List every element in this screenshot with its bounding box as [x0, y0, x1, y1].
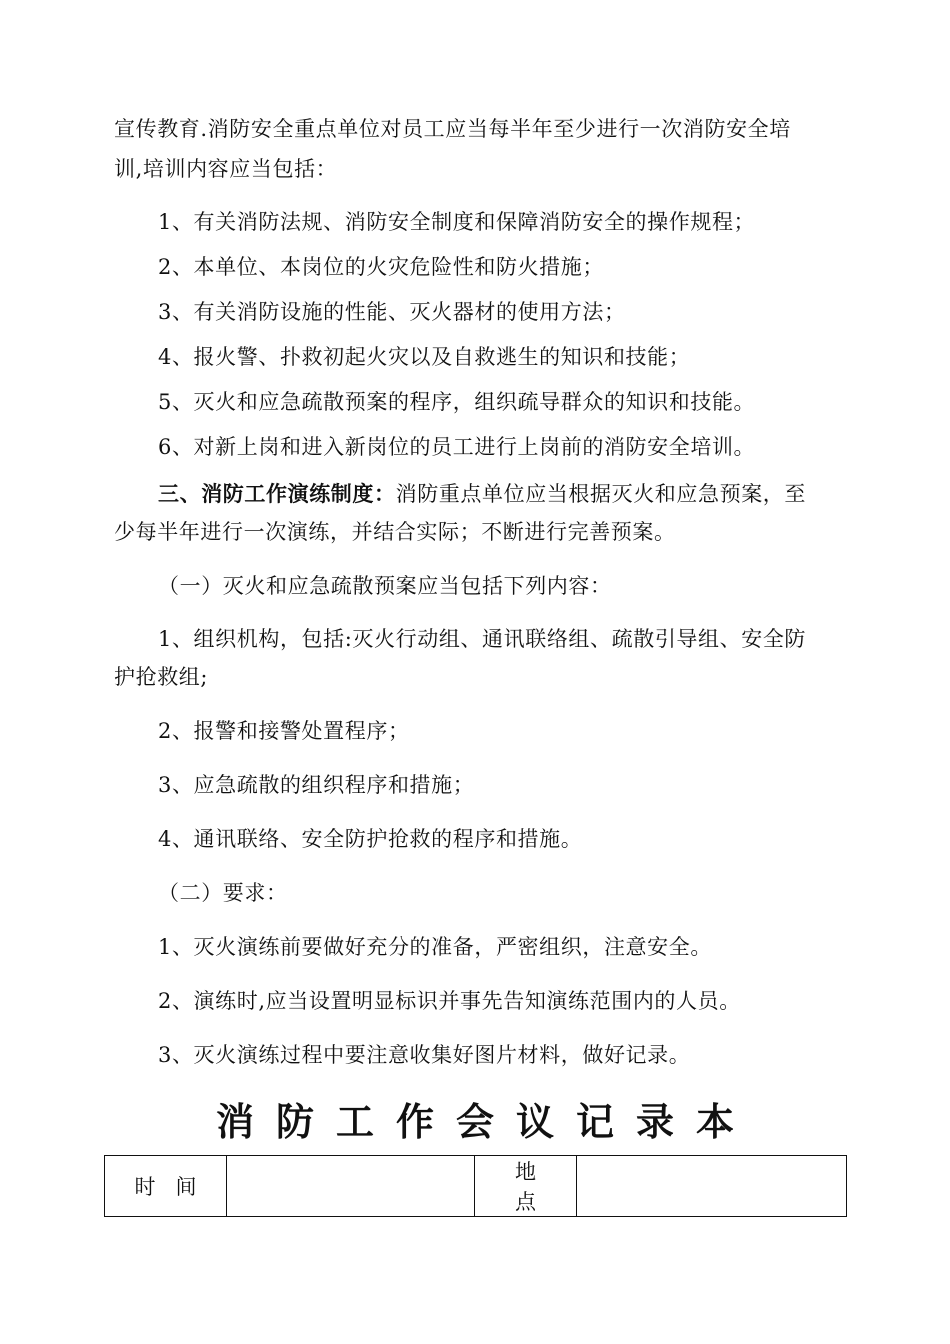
plan-item-4: 4、通讯联络、安全防护抢救的程序和措施。 — [158, 827, 583, 851]
training-item-6: 6、对新上岗和进入新岗位的员工进行上岗前的消防安全培训。 — [158, 435, 756, 459]
plan-item-1-line-2: 护抢救组; — [114, 665, 209, 689]
location-field[interactable] — [577, 1156, 847, 1217]
plan-item-2: 2、报警和接警处置程序； — [158, 719, 410, 743]
training-item-4: 4、报火警、扑救初起火灾以及自救逃生的知识和技能； — [158, 345, 691, 369]
training-item-5: 5、灭火和应急疏散预案的程序，组织疏导群众的知识和技能。 — [158, 390, 756, 414]
requirements-heading: （二）要求： — [158, 881, 288, 905]
form-title: 消防工作会议记录本 — [215, 1100, 756, 1144]
location-label: 地点 — [475, 1156, 577, 1217]
plan-item-1-line-1: 1、组织机构，包括:灭火行动组、通讯联络组、疏散引导组、安全防 — [158, 627, 807, 651]
training-item-3: 3、有关消防设施的性能、灭火器材的使用方法； — [158, 300, 626, 324]
time-label: 时间 — [105, 1156, 227, 1217]
requirement-item-1: 1、灭火演练前要做好充分的准备，严密组织，注意安全。 — [158, 935, 712, 959]
plan-heading: （一）灭火和应急疏散预案应当包括下列内容： — [158, 574, 612, 598]
training-item-2: 2、本单位、本岗位的火灾危险性和防火措施； — [158, 255, 604, 279]
requirement-item-2: 2、演练时,应当设置明显标识并事先告知演练范围内的人员。 — [158, 989, 741, 1013]
section3-heading: 三、消防工作演练制度： — [158, 482, 396, 506]
section3-text-1: 消防重点单位应当根据灭火和应急预案，至 — [395, 482, 807, 506]
intro-line-1: 宣传教育.消防安全重点单位对员工应当每半年至少进行一次消防安全培 — [114, 117, 791, 141]
requirement-item-3: 3、灭火演练过程中要注意收集好图片材料，做好记录。 — [158, 1043, 691, 1067]
meeting-record-table — [104, 1155, 847, 1217]
time-field[interactable] — [227, 1156, 475, 1217]
training-item-1: 1、有关消防法规、消防安全制度和保障消防安全的操作规程； — [158, 210, 756, 234]
intro-line-2: 训,培训内容应当包括： — [114, 157, 338, 181]
table-row — [105, 1156, 847, 1217]
section3-paragraph — [158, 479, 806, 509]
section3-text-2: 少每半年进行一次演练，并结合实际；不断进行完善预案。 — [114, 520, 676, 544]
plan-item-3: 3、应急疏散的组织程序和措施； — [158, 773, 475, 797]
